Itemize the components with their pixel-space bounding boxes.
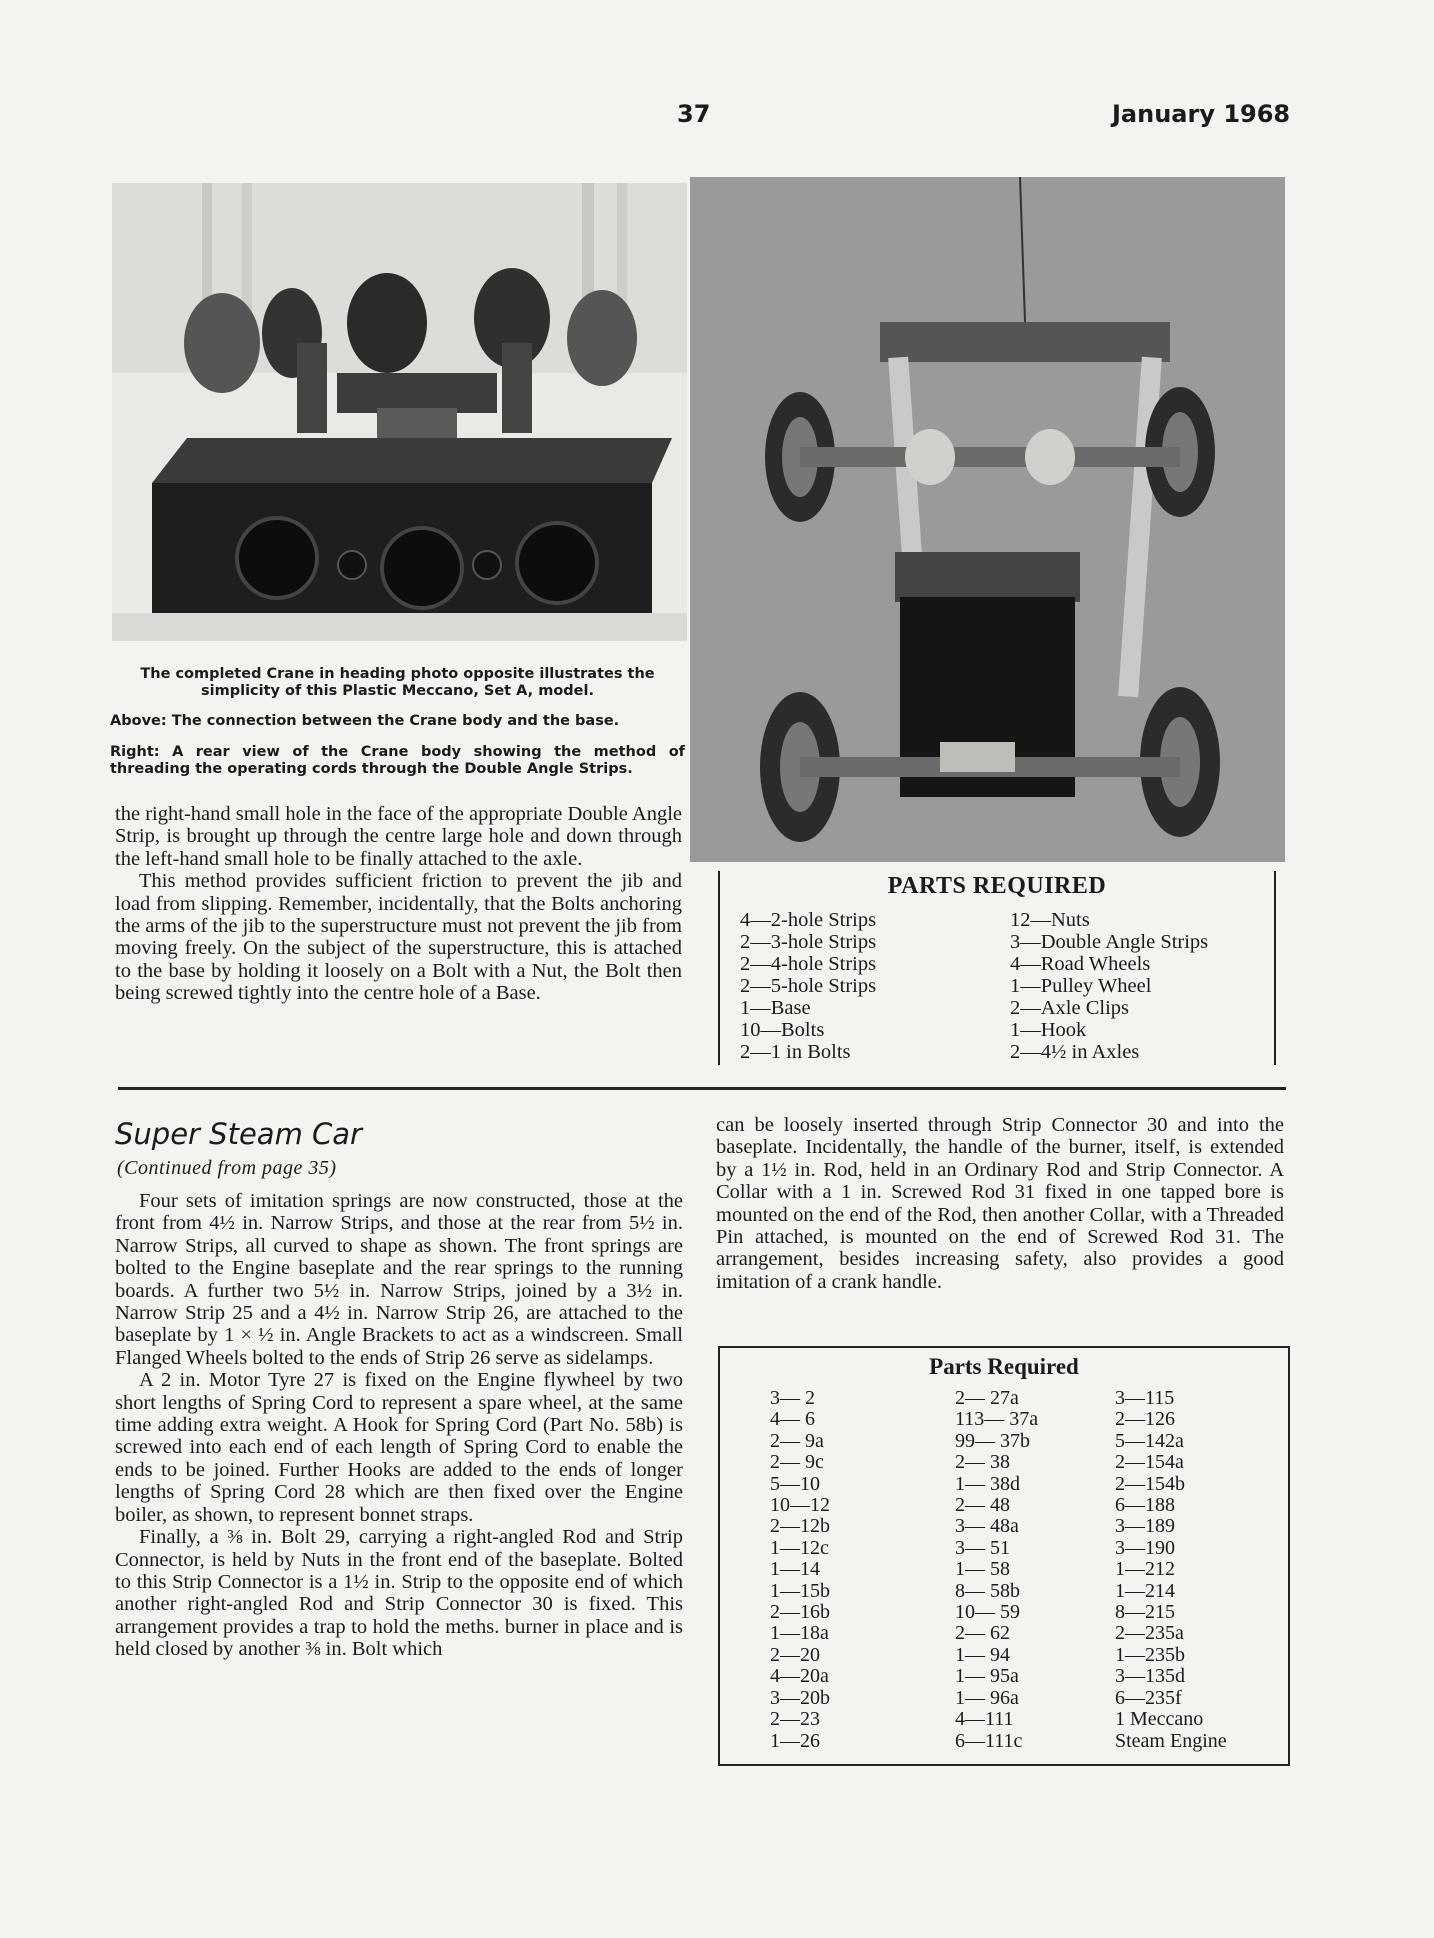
list-item: 2—235a (1115, 1622, 1184, 1645)
list-item: 2—12b (770, 1515, 830, 1538)
list-item: Steam Engine (1115, 1729, 1227, 1752)
list-item: 1 Meccano (1115, 1708, 1204, 1731)
list-item: 1—12c (770, 1536, 829, 1559)
list-item: 2—5-hole Strips (740, 975, 877, 997)
list-item: 4—Road Wheels (1010, 953, 1151, 975)
list-item: 10—Bolts (740, 1019, 825, 1041)
list-item: 6—235f (1115, 1686, 1182, 1709)
steam-car-left-column (115, 1190, 683, 1661)
crane-parts-box (718, 871, 1276, 1065)
crane-article-text (115, 803, 682, 1005)
list-item: 3— 51 (955, 1536, 1010, 1559)
list-item: 4—20a (770, 1665, 829, 1688)
article-title: Super Steam Car (115, 1117, 362, 1151)
list-item: 2— 62 (955, 1622, 1010, 1645)
list-item: 1— 96a (955, 1686, 1019, 1709)
list-item: 1— 94 (955, 1643, 1010, 1666)
list-item: 5—10 (770, 1472, 820, 1495)
steam-car-parts-table (718, 1346, 1290, 1766)
list-item: 3—135d (1115, 1665, 1185, 1688)
list-item: 1—Hook (1010, 1019, 1087, 1041)
list-item: 1—14 (770, 1558, 820, 1581)
list-item: 2— 9c (770, 1451, 824, 1474)
list-item: 2—4½ in Axles (1010, 1041, 1140, 1063)
list-item: 3— 2 (770, 1387, 815, 1409)
crane-parts-right-list (1010, 909, 1208, 1063)
page-number: 37 (677, 100, 711, 128)
crane-rear-view-photo (690, 177, 1285, 862)
crane-paragraph: the right-hand small hole in the face of the appropriate Double Angle Strip, is brought up through the centre large hole and down through the left-hand small hole to be finally attached to the axle. (115, 803, 682, 870)
article-subtitle: (Continued from page 35) (117, 1157, 337, 1179)
list-item: 1— 38d (955, 1472, 1020, 1495)
list-item: 1—15b (770, 1579, 830, 1602)
list-item: 2—126 (1115, 1408, 1175, 1431)
list-item: 2—1 in Bolts (740, 1041, 851, 1063)
list-item: 2—154b (1115, 1472, 1185, 1495)
list-item: 3— 48a (955, 1515, 1019, 1538)
list-item: 3—189 (1115, 1515, 1175, 1538)
caption-completed-crane: The completed Crane in heading photo opposite illustrates the simplicity of this Plastic Meccano, Set A, model. (140, 666, 655, 699)
list-item: 4—111 (955, 1708, 1014, 1731)
list-item: 1—18a (770, 1622, 829, 1645)
steam-car-paragraph: Finally, a ⅜ in. Bolt 29, carrying a right-angled Rod and Strip Connector, is held by Nuts in the front end of the baseplate. Bolted to this Strip Connector is a 1½ in. Strip to the opposite end of which another right-angled Rod and Strip Connector 30 is fixed. This arrangement provides a trap to hold the meths. burner in place and is held closed by another ⅜ in. Bolt which (115, 1526, 683, 1661)
list-item: 10— 59 (955, 1601, 1020, 1624)
steam-car-paragraph: Four sets of imitation springs are now constructed, those at the front from 4½ in. Narrow Strips, and those at the rear from 5½ in. Narrow Strips, all curved to shape as shown. The front springs are bolted to the Engine baseplate and the rear springs to the running boards. A further two 5½ in. Narrow Strips, joined by a 3½ in. Narrow Strip 25 and a 4½ in. Narrow Strip 26, are attached to the baseplate by 1 × ½ in. Angle Brackets to act as a windscreen. Small Flanged Wheels bolted to the ends of Strip 26 serve as sidelamps. (115, 1190, 683, 1369)
steam-parts-col-2 (955, 1388, 1038, 1752)
steam-car-right-column (716, 1114, 1284, 1293)
list-item: 6—111c (955, 1729, 1023, 1752)
list-item: 3—20b (770, 1686, 830, 1709)
list-item: 1—214 (1115, 1579, 1175, 1602)
caption-above: Above: The connection between the Crane body and the base. (110, 713, 620, 729)
list-item: 6—188 (1115, 1494, 1175, 1517)
list-item: 2—Axle Clips (1010, 997, 1130, 1019)
crane-parts-title: PARTS REQUIRED (887, 873, 1107, 899)
list-item: 4— 6 (770, 1408, 815, 1431)
list-item: 1—212 (1115, 1558, 1175, 1581)
list-item: 2—4-hole Strips (740, 953, 877, 975)
steam-car-paragraph: A 2 in. Motor Tyre 27 is fixed on the Engine flywheel by two short lengths of Spring Cord to represent a spare wheel, at the same time adding extra weight. A Hook for Spring Cord (Part No. 58b) is screwed into each end of each length of Spring Cord to enable the ends to be joined. Further Hooks are added to the ends of longer lengths of Spring Cord 28 which are then fixed over the Engine boiler, as shown, to represent bonnet straps. (115, 1369, 683, 1526)
crane-parts-left-list (740, 909, 876, 1063)
list-item: 10—12 (770, 1494, 830, 1517)
list-item: 1— 58 (955, 1558, 1010, 1581)
list-item: 1—Base (740, 997, 811, 1019)
list-item: 2— 38 (955, 1451, 1010, 1474)
list-item: 3—Double Angle Strips (1010, 931, 1209, 953)
list-item: 2—3-hole Strips (740, 931, 877, 953)
list-item: 3—190 (1115, 1536, 1175, 1559)
list-item: 12—Nuts (1010, 909, 1090, 931)
caption-right: Right: A rear view of the Crane body showing the method of threading the operating cords through the Double Angle Strips. (110, 744, 685, 777)
steam-parts-col-1 (770, 1388, 830, 1752)
list-item: 4—2-hole Strips (740, 909, 877, 931)
list-item: 2— 48 (955, 1494, 1010, 1517)
crane-paragraph: This method provides sufficient friction to prevent the jib and load from slipping. Remember, incidentally, that the Bolts anchoring the arms of the jib to the superstructure must not prevent the jib from moving freely. On the subject of the superstructure, this is attached to the base by holding it loosely on a Bolt with a Nut, the Bolt then being screwed tightly into the centre hole of a Base. (115, 870, 682, 1005)
list-item: 99— 37b (955, 1429, 1030, 1452)
steam-car-paragraph: can be loosely inserted through Strip Connector 30 and into the baseplate. Incidentally, the handle of the burner, itself, is extended by a 1½ in. Rod, held in an Ordinary Rod and Strip Connector. A Collar with a 1 in. Screwed Rod 31 fixed in one tapped bore is mounted on the end of the Rod, then another Collar, with a Threaded Pin attached, is mounted on the end of Screwed Rod 31. The arrangement, besides increasing safety, also provides a good imitation of a crank handle. (716, 1114, 1284, 1293)
list-item: 3—115 (1115, 1387, 1175, 1409)
steam-parts-title: Parts Required (929, 1354, 1079, 1379)
list-item: 113— 37a (955, 1408, 1039, 1431)
list-item: 2—154a (1115, 1451, 1184, 1474)
list-item: 2—23 (770, 1708, 820, 1731)
list-item: 2— 9a (770, 1429, 824, 1452)
list-item: 2—16b (770, 1601, 830, 1624)
issue-date: January 1968 (1112, 100, 1291, 128)
section-divider (118, 1087, 1286, 1090)
list-item: 1— 95a (955, 1665, 1019, 1688)
list-item: 1—26 (770, 1729, 820, 1752)
list-item: 1—235b (1115, 1643, 1185, 1666)
list-item: 8—215 (1115, 1601, 1175, 1624)
list-item: 2—20 (770, 1643, 820, 1666)
crane-base-photo (112, 183, 687, 641)
list-item: 5—142a (1115, 1429, 1184, 1452)
list-item: 1—Pulley Wheel (1010, 975, 1152, 997)
steam-parts-col-3 (1115, 1388, 1227, 1752)
list-item: 8— 58b (955, 1579, 1020, 1602)
list-item: 2— 27a (955, 1387, 1019, 1409)
